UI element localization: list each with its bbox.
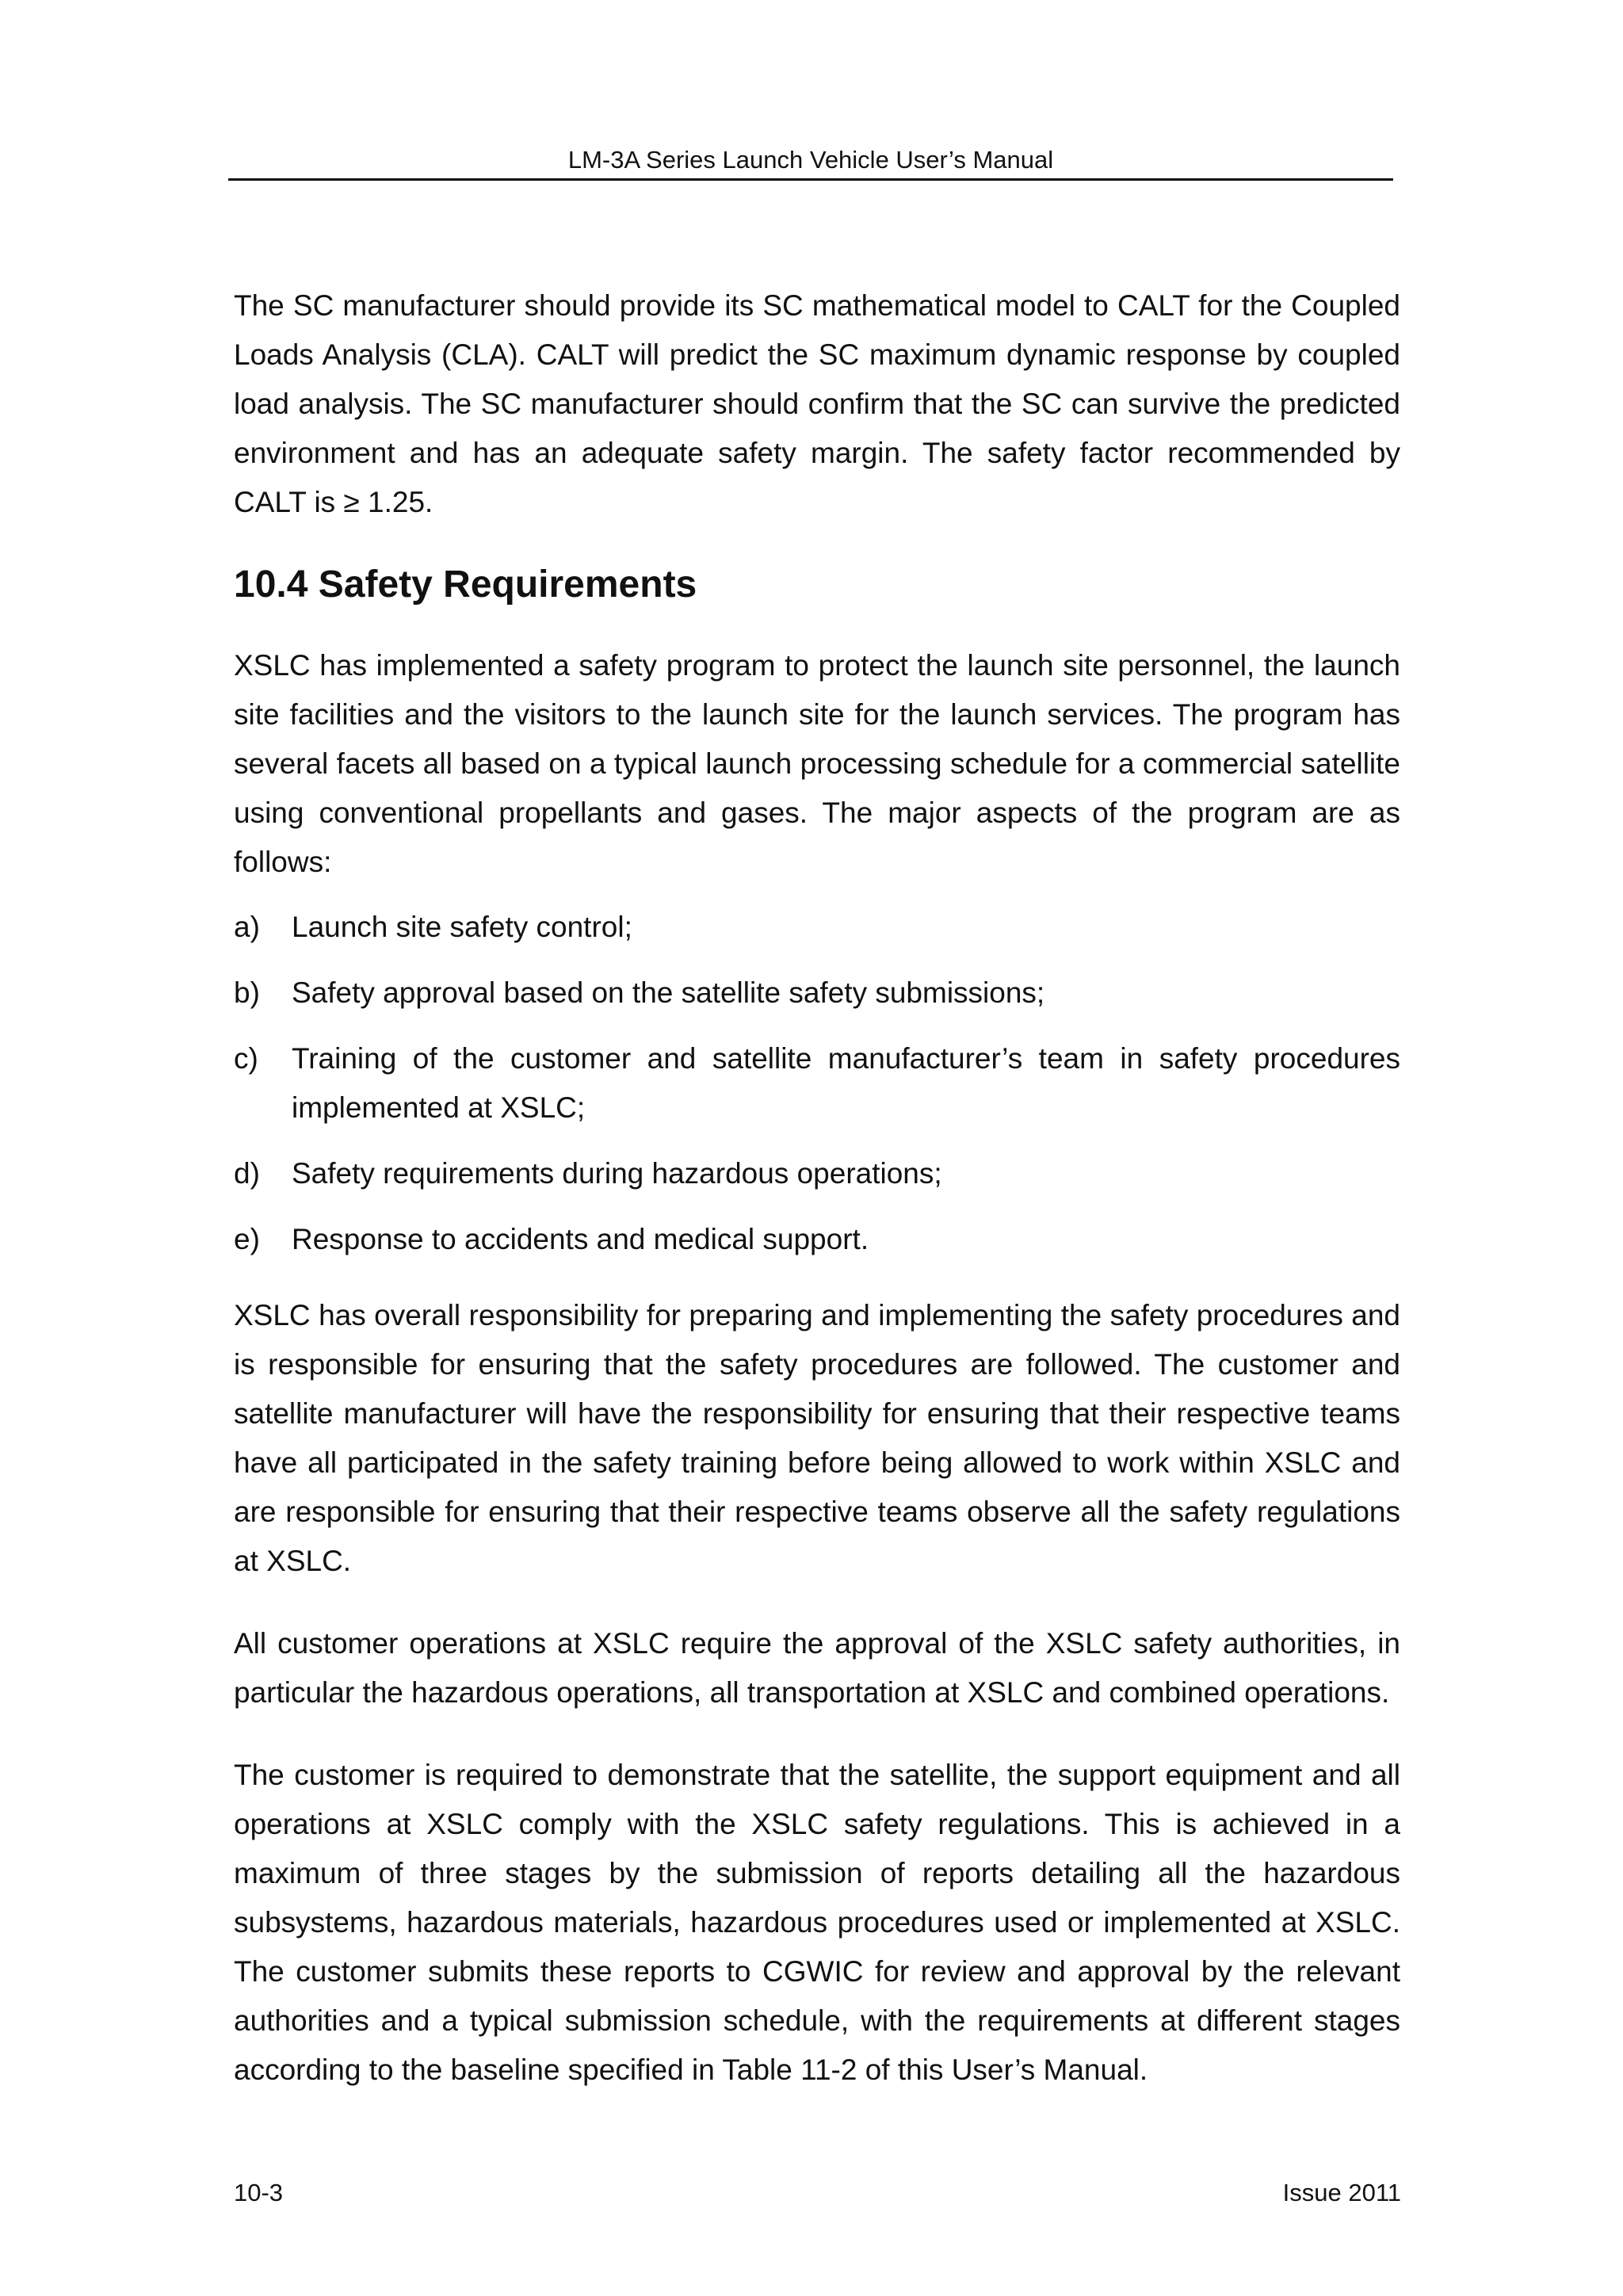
section-heading: 10.4 Safety Requirements (234, 563, 697, 606)
submission-paragraph: The customer is required to demonstrate that the satellite, the support equipment and all operations at XSLC comply with the XSLC safety regulations. This is achieved in a maximum of three stages by the submission of reports detailing all the hazardous subsystems, hazardous materials, hazardous procedures used or implemented at XSLC. The customer submits these reports to CGWIC for review and approval by the relevant authorities and a typical submission schedule, with the requirements at different stages according to the baseline specified in Table 11-2 of this User’s Manual. (234, 1759, 1400, 2086)
operations-paragraph: All customer operations at XSLC require the approval of the XSLC safety authorities, in particular the hazardous operations, all transportation at XSLC and combined operations. (234, 1627, 1400, 1709)
list-marker: c) (234, 1042, 258, 1075)
list-item-text: Safety requirements during hazardous operations; (292, 1157, 942, 1190)
list-marker: e) (234, 1223, 260, 1255)
list-item-text: Response to accidents and medical support. (292, 1223, 869, 1255)
list-item-text: Training of the customer and satellite manufacturer’s team in safety procedures implemented at XSLC; (292, 1042, 1400, 1124)
issue-label: Issue 2011 (1282, 2179, 1401, 2206)
list-item-text: Safety approval based on the satellite safety submissions; (292, 976, 1045, 1009)
list-marker: d) (234, 1157, 260, 1190)
responsibility-paragraph: XSLC has overall responsibility for preparing and implementing the safety procedures and is responsible for ensuring that the safety procedures are followed. The customer and satellite manufacturer will have the responsibility for ensuring that their respective teams have all participated in the safety training before being allowed to work within XSLC and are responsible for ensuring that their respective teams observe all the safety regulations at XSLC. (234, 1299, 1400, 1577)
header-divider (228, 178, 1393, 181)
page-number: 10-3 (234, 2179, 284, 2206)
list-item (234, 903, 1400, 952)
page-header-title: LM-3A Series Launch Vehicle User’s Manual (567, 146, 1054, 174)
list-item (234, 1215, 1400, 1264)
safety-aspects-list (234, 903, 1400, 1264)
list-item (234, 1149, 1400, 1198)
section-intro-paragraph: XSLC has implemented a safety program to protect the launch site personnel, the launch site facilities and the visitors to the launch site for the launch services. The program has several facets all based on a typical launch processing schedule for a commercial satellite using conventional propellants and gases. The major aspects of the program are as follows: (234, 649, 1400, 878)
list-item (234, 968, 1400, 1018)
list-item (234, 1034, 1400, 1133)
list-item-text: Launch site safety control; (292, 911, 632, 943)
list-marker: a) (234, 911, 260, 943)
intro-paragraph: The SC manufacturer should provide its SC mathematical model to CALT for the Coupled Loads Analysis (CLA). CALT will predict the SC maximum dynamic response by coupled load analysis. The SC manufacturer should confirm that the SC can survive the predicted environment and has an adequate safety margin. The safety factor recommended by CALT is ≥ 1.25. (234, 289, 1400, 518)
list-marker: b) (234, 976, 260, 1009)
page-content (234, 281, 1400, 2128)
